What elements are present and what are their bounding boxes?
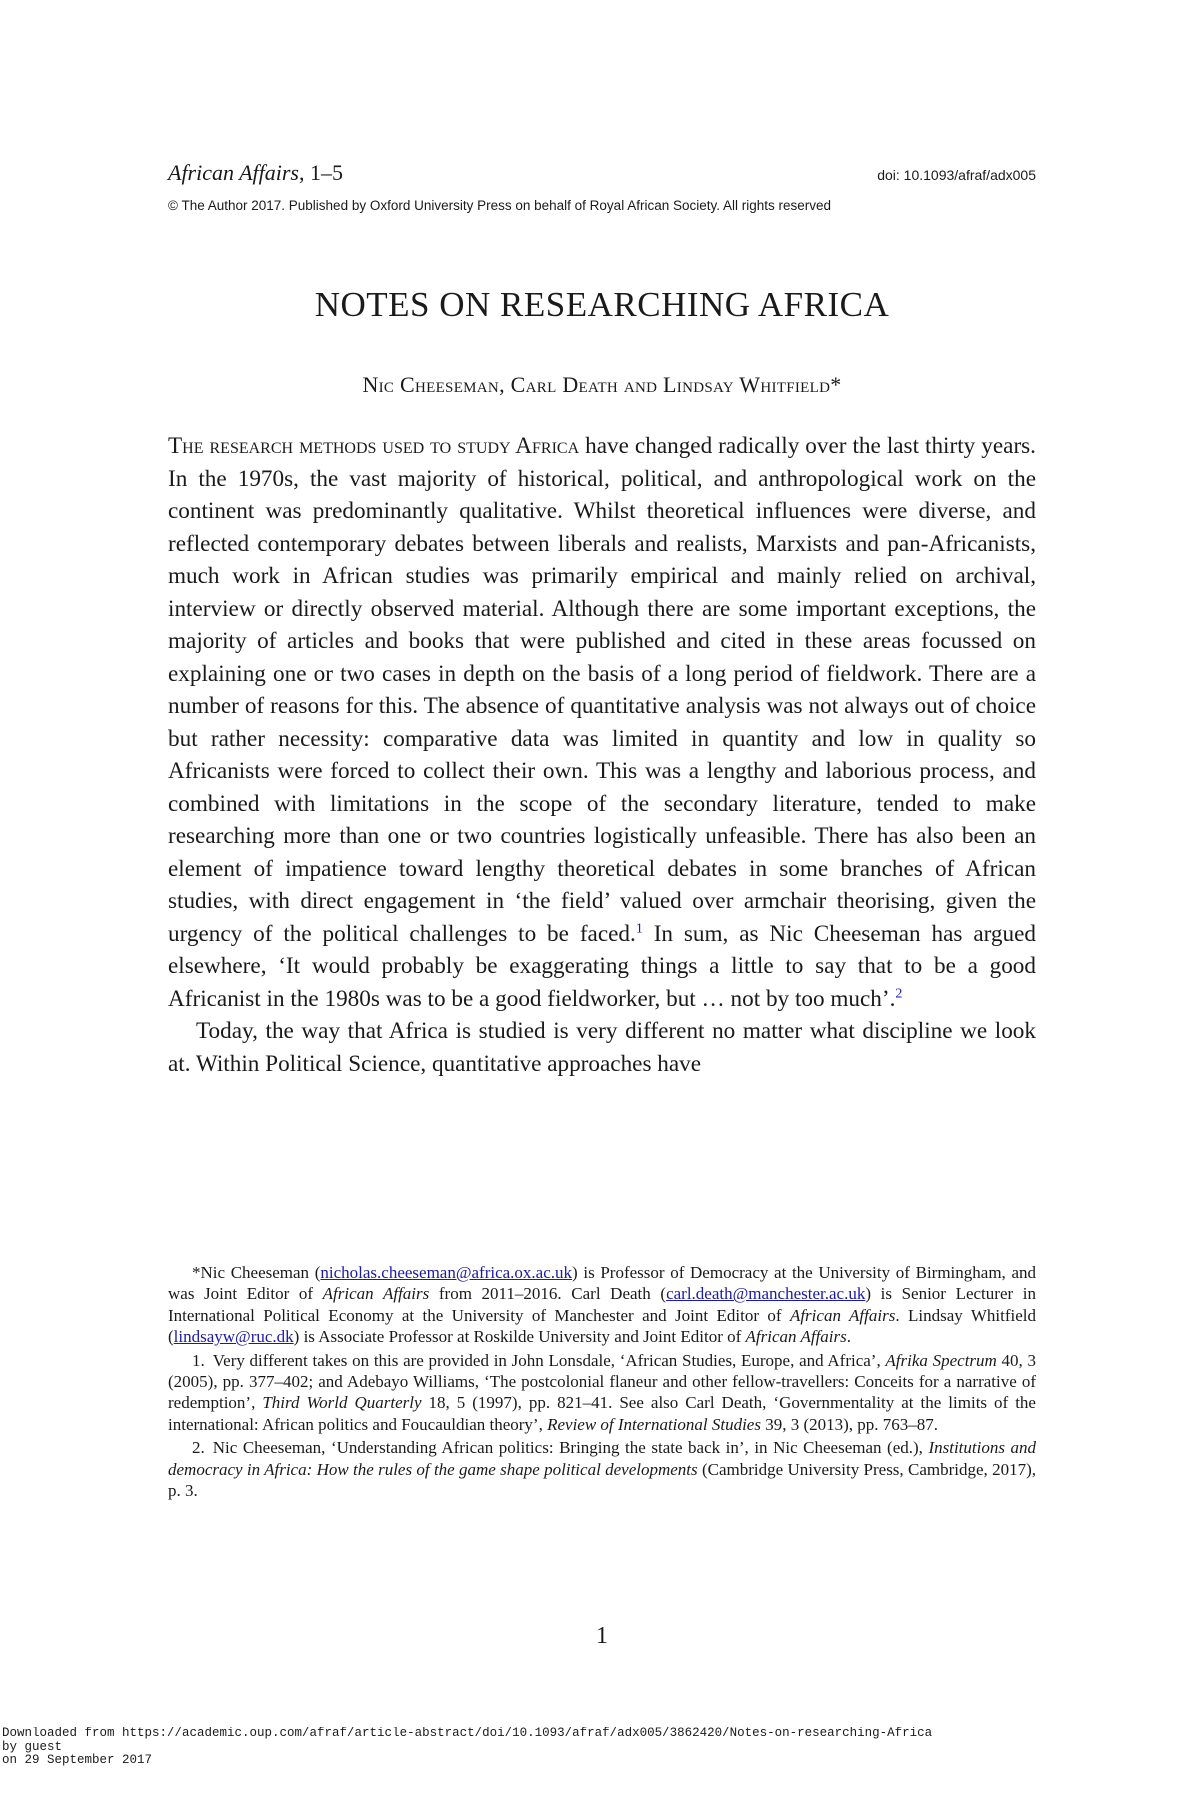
doi[interactable]: doi: 10.1093/afraf/adx005: [877, 167, 1036, 183]
note-text: Very different takes on this are provided in John Lonsdale, ‘African Studies, Europe, and Africa’,: [212, 1350, 886, 1370]
paragraph-text: In sum, as Nic Cheeseman has argued elsewhere, ‘It would probably be exaggerating things a little to say that to be a good Africanist in the 1980s was to be a good fieldworker, but … not by too much’.: [168, 920, 1036, 1012]
running-header: [168, 160, 1036, 186]
download-guest-line: by guest: [2, 1739, 63, 1754]
note-text: . Lindsay Whitfield (: [168, 1305, 1036, 1347]
email-link[interactable]: lindsayw@ruc.dk: [173, 1327, 294, 1347]
book-title: Institutions and democracy in Africa: How the rules of the game shape political developments: [168, 1438, 1036, 1479]
lead-in-caps: The research methods used to study Africa: [168, 433, 580, 459]
note-text: *Nic Cheeseman (: [192, 1263, 321, 1282]
download-date-line: on 29 September 2017: [2, 1753, 153, 1767]
journal-title: Third World Quarterly: [262, 1393, 422, 1413]
note-text: ) is Associate Professor at Roskilde University and Joint Editor of: [293, 1327, 746, 1347]
journal-citation: [168, 160, 343, 186]
note-text: 39, 3 (2013), pp. 763–87.: [760, 1414, 939, 1434]
note-text: 18, 5 (1997), pp. 821–41. See also Carl Death, ‘Governmentality at the limits of the international: African politics and Foucauldian theory’,: [168, 1393, 1036, 1434]
author-note: [168, 1262, 1036, 1348]
author-list: Nic Cheeseman, Carl Death and Lindsay Whitfield*: [362, 372, 842, 397]
journal-title: African Affairs: [789, 1305, 896, 1325]
footnote-ref-2[interactable]: 2: [895, 985, 903, 1001]
footnote-2: [168, 1437, 1036, 1501]
journal-title: African Affairs: [322, 1284, 430, 1304]
journal-name: African Affairs: [168, 160, 299, 185]
note-text: .: [846, 1327, 852, 1347]
email-link[interactable]: carl.death@manchester.ac.uk: [666, 1284, 866, 1304]
footnote-1: [168, 1350, 1036, 1436]
journal-title: Review of International Studies: [547, 1414, 761, 1434]
journal-pages: , 1–5: [299, 160, 343, 185]
note-text: from 2011–2016. Carl Death (: [429, 1284, 667, 1304]
article-body: [168, 430, 1036, 1080]
note-text: Nic Cheeseman, ‘Understanding African politics: Bringing the state back in’, in Nic Cheeseman (ed.),: [212, 1438, 929, 1458]
footnotes: [168, 1262, 1036, 1503]
note-text: ) is Professor of Democracy at the University of Birmingham, and was Joint Editor of: [168, 1263, 1036, 1304]
body-paragraph: [168, 430, 1036, 1015]
download-notice: [2, 1727, 1198, 1768]
note-text: 40, 3 (2005), pp. 377–402; and Adebayo Williams, ‘The postcolonial flaneur and other fellow-travellers: Conceits for a narrative of redemption’,: [168, 1350, 1036, 1413]
footnote-number: 1.: [192, 1350, 205, 1370]
journal-title: African Affairs: [745, 1327, 847, 1347]
body-paragraph: Today, the way that Africa is studied is very different no matter what discipline we look at. Within Political Science, quantitative approaches have: [168, 1018, 1036, 1077]
download-url-line[interactable]: Downloaded from https://academic.oup.com/afraf/article-abstract/doi/10.1093/afraf/adx005/3862420/Notes-on-researching-Africa: [2, 1727, 933, 1740]
note-text: ) is Senior Lecturer in International Political Economy at the University of Manchester and Joint Editor of: [168, 1284, 1036, 1325]
article-title: NOTES ON RESEARCHING AFRICA: [314, 285, 890, 324]
footnote-number: 2.: [192, 1438, 205, 1458]
note-text: (Cambridge University Press, Cambridge, 2017), p. 3.: [168, 1459, 1036, 1501]
footnote-ref-1[interactable]: 1: [635, 920, 643, 936]
page-number: 1: [596, 1623, 608, 1649]
copyright-notice: © The Author 2017. Published by Oxford University Press on behalf of Royal African Society. All rights reserved: [168, 198, 832, 213]
journal-title: Afrika Spectrum: [885, 1350, 997, 1370]
paragraph-text: have changed radically over the last thirty years. In the 1970s, the vast majority of historical, political, and anthropological work on the continent was predominantly qualitative. Whilst theoretical influences were diverse, and reflected contemporary debates between liberals and realists, Marxists and pan-Africanists, much work in African studies was primarily empirical and mainly relied on archival, interview or directly observed material. Although there are some important exceptions, the majority of articles and books that were published and cited in these areas focussed on explaining one or two cases in depth on the basis of a long period of fieldwork. There are a number of reasons for this. The absence of quantitative analysis was not always out of choice but rather necessity: comparative data was limited in quantity and low in quality so Africanists were forced to collect their own. This was a lengthy and laborious process, and combined with limitations in the scope of the secondary literature, tended to make researching more than one or two countries logistically unfeasible. There has also been an element of impatience toward lengthy theoretical debates in some branches of African studies, with direct engagement in ‘the field’ valued over armchair theorising, given the urgency of the political challenges to be faced.: [168, 433, 1036, 947]
email-link[interactable]: nicholas.cheeseman@africa.ox.ac.uk: [320, 1263, 573, 1282]
